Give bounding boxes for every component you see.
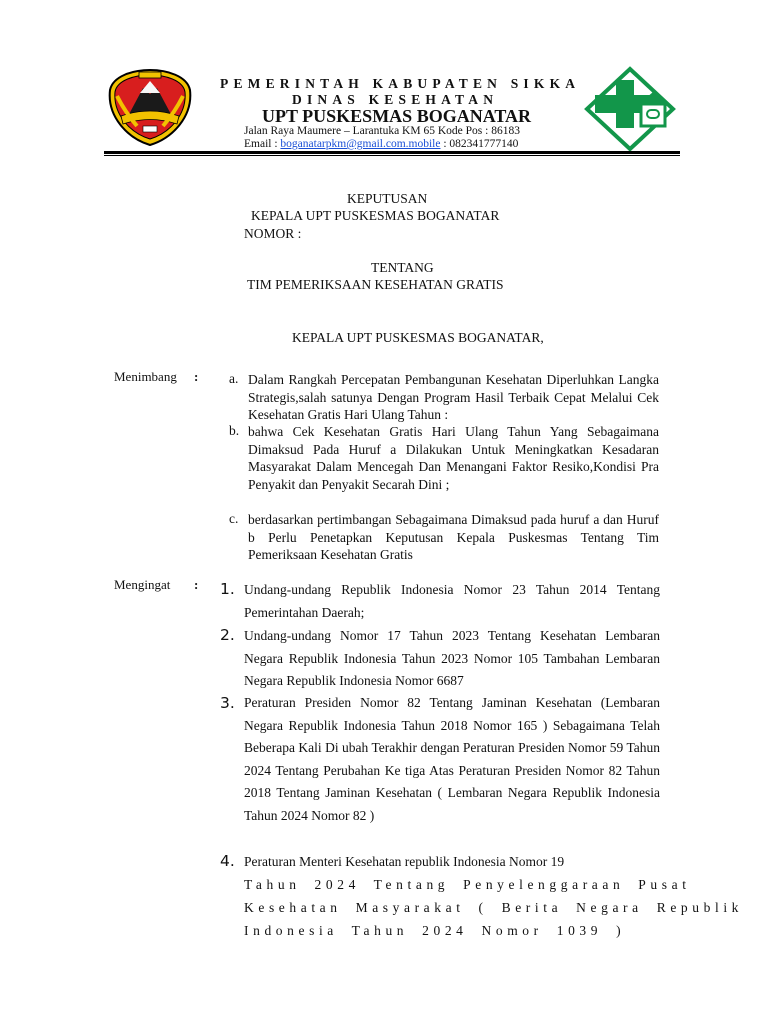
title-nomor: NOMOR : (244, 226, 302, 241)
phone-number: : 082341777140 (440, 138, 519, 150)
mengingat-item-4-line-4: Indonesia Tahun 2024 Nomor 1039 ) (244, 923, 626, 938)
kop-divider-thin (104, 155, 680, 156)
menimbang-marker-a: a. (229, 371, 239, 386)
menimbang-marker-c: c. (229, 511, 239, 526)
mengingat-item-3: Peraturan Presiden Nomor 82 Tentang Jaminan Kesehatan (Lembaran Negara Republik Indonesia Tahun 2018 Nomor 165 ) Sebagaimana Telah Beberapa Kali Di ubah Terakhir dengan Peraturan Presiden Nomor 59 Tahun 2024 Tentang Perubahan Ke tiga Atas Peraturan Presiden Nomor 82 Tahun 2018 Tentang Jaminan Kesehatan ( Lembaran Negara Republik Indonesia Tahun 2024 Nomor 82 ) (244, 695, 660, 823)
kop-line-puskesmas: UPT PUSKESMAS BOGANATAR (262, 106, 532, 126)
kop-line-dinas: DINAS KESEHATAN (292, 92, 499, 107)
mengingat-marker-2: 2. (220, 626, 235, 644)
title-kepala-puskesmas: KEPALA UPT PUSKESMAS BOGANATAR, (292, 330, 544, 345)
puskesmas-logo-icon (583, 66, 677, 152)
kabupaten-sikka-emblem-icon (107, 66, 193, 148)
menimbang-colon: : (194, 369, 199, 384)
mengingat-item-2: Undang-undang Nomor 17 Tahun 2023 Tentang Kesehatan Lembaran Negara Republik Indonesia Tahun 2023 Nomor 105 Tambahan Lembaran Negara Republik Indonesia Nomor 6687 (244, 628, 660, 688)
mengingat-marker-3: 3. (220, 694, 235, 712)
menimbang-label: Menimbang (114, 369, 177, 384)
title-subject: TIM PEMERIKSAAN KESEHATAN GRATIS (247, 277, 504, 292)
kop-line-pemerintah: PEMERINTAH KABUPATEN SIKKA (220, 76, 581, 91)
mengingat-label: Mengingat (114, 577, 171, 592)
mengingat-item-4-line-1: Peraturan Menteri Kesehatan republik Indonesia Nomor 19 (244, 854, 565, 869)
kop-divider-thick (104, 151, 680, 154)
email-link[interactable]: boganatarpkm@gmail.com.mobile (280, 138, 441, 150)
mengingat-item-1: Undang-undang Republik Indonesia Nomor 23 Tahun 2014 Tentang Pemerintahan Daerah; (244, 582, 660, 620)
mengingat-marker-4: 4. (220, 852, 235, 870)
title-keputusan: KEPUTUSAN (347, 191, 428, 206)
menimbang-item-b: bahwa Cek Kesehatan Gratis Hari Ulang Tahun Yang Sebagaimana Dimaksud Pada Huruf a Dilakukan Untuk Meningkatkan Kesadaran Masyarakat Dalam Mencegah Dan Menangani Faktor Resiko,Kondisi Pra Penyakit dan Penyakit Secarah Dini ; (248, 424, 659, 492)
title-kepala: KEPALA UPT PUSKESMAS BOGANATAR (251, 208, 500, 223)
mengingat-item-4-line-3: Kesehatan Masyarakat ( Berita Negara Republik (244, 900, 744, 915)
menimbang-marker-b: b. (229, 423, 240, 438)
mengingat-colon: : (194, 577, 199, 592)
title-tentang: TENTANG (371, 260, 434, 275)
menimbang-item-a: Dalam Rangkah Percepatan Pembangunan Kesehatan Diperluhkan Langka Strategis,salah satunya Dengan Program Hasil Terbaik Cepat Melalui Cek Kesehatan Gratis Hari Ulang Tahun : (248, 372, 659, 422)
mengingat-item-4-line-2: Tahun 2024 Tentang Penyelenggaraan Pusat (244, 877, 691, 892)
kop-address: Jalan Raya Maumere – Larantuka KM 65 Kode Pos : 86183 (244, 125, 520, 137)
email-label: Email : (244, 138, 281, 150)
menimbang-item-c: berdasarkan pertimbangan Sebagaimana Dimaksud pada huruf a dan Huruf b Perlu Penetapkan Keputusan Kepala Puskesmas Tentang Tim Pemeriksaan Kesehatan Gratis (248, 512, 659, 562)
mengingat-marker-1: 1. (220, 580, 235, 598)
kop-contact (244, 138, 518, 150)
